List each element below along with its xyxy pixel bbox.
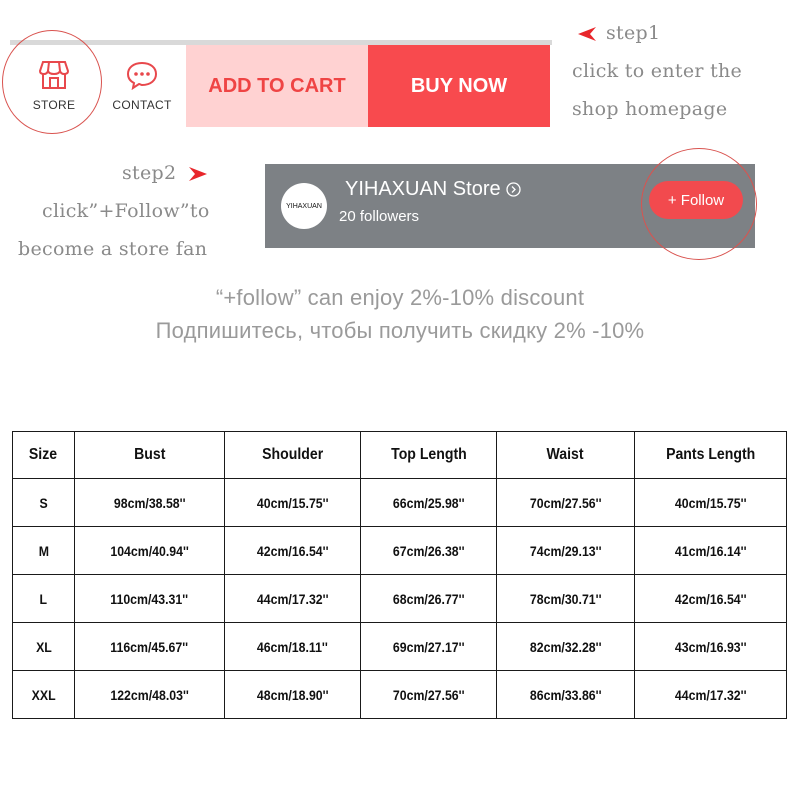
table-cell: 82cm/32.28'' (497, 623, 635, 671)
table-cell: 40cm/15.75'' (225, 479, 361, 527)
table-row (13, 575, 787, 623)
table-cell: 70cm/27.56'' (497, 479, 635, 527)
table-cell: 68cm/26.77'' (361, 575, 497, 623)
table-cell: 86cm/33.86'' (497, 671, 635, 719)
store-highlight-circle (2, 30, 102, 134)
promo-russian: Подпишитесь, чтобы получить скидку 2% -10% (155, 318, 645, 343)
contact-button[interactable] (98, 45, 186, 127)
table-cell: XL (13, 623, 75, 671)
size-chart-table (12, 431, 787, 719)
table-cell: 78cm/30.71'' (497, 575, 635, 623)
store-logo[interactable]: YIHAXUAN (281, 183, 327, 229)
table-cell: 74cm/29.13'' (497, 527, 635, 575)
buy-now-button[interactable]: BUY NOW (368, 45, 550, 127)
table-row (13, 671, 787, 719)
right-arrow-icon (188, 166, 208, 182)
table-cell: 46cm/18.11'' (225, 623, 361, 671)
table-cell: 43cm/16.93'' (635, 623, 787, 671)
follow-highlight-circle (641, 148, 757, 260)
table-cell: 70cm/27.56'' (361, 671, 497, 719)
store-name-link[interactable] (345, 178, 521, 201)
table-cell: 66cm/25.98'' (361, 479, 497, 527)
table-row (13, 527, 787, 575)
step2-line1: click”+Follow”to (42, 200, 210, 222)
table-cell: 48cm/18.90'' (225, 671, 361, 719)
table-cell: 41cm/16.14'' (635, 527, 787, 575)
header-top-length: Top Length (361, 432, 497, 479)
table-cell: 116cm/45.67'' (75, 623, 225, 671)
table-cell: 67cm/26.38'' (361, 527, 497, 575)
step2-line2: become a store fan (18, 238, 208, 260)
table-cell: 104cm/40.94'' (75, 527, 225, 575)
contact-button-label: CONTACT (112, 98, 172, 112)
table-cell: 44cm/17.32'' (635, 671, 787, 719)
header-shoulder: Shoulder (225, 432, 361, 479)
table-cell: S (13, 479, 75, 527)
chevron-right-circle-icon (506, 182, 521, 197)
step1-title: step1 (606, 22, 661, 44)
header-bust: Bust (75, 432, 225, 479)
chat-icon (125, 60, 159, 90)
step1-line1: click to enter the (572, 60, 743, 82)
table-cell: 42cm/16.54'' (635, 575, 787, 623)
store-button-label: STORE (32, 98, 76, 112)
store-followers: 20 followers (339, 208, 420, 225)
header-waist: Waist (497, 432, 635, 479)
table-cell: 122cm/48.03'' (75, 671, 225, 719)
add-to-cart-button[interactable]: ADD TO CART (186, 45, 368, 127)
table-cell: 42cm/16.54'' (225, 527, 361, 575)
left-arrow-icon (577, 26, 597, 42)
table-cell: 44cm/17.32'' (225, 575, 361, 623)
promo-english: “+follow” can enjoy 2%-10% discount (215, 285, 585, 310)
table-cell: XXL (13, 671, 75, 719)
follow-button[interactable]: + Follow (649, 181, 743, 219)
table-row (13, 479, 787, 527)
table-cell: 40cm/15.75'' (635, 479, 787, 527)
table-cell: 98cm/38.58'' (75, 479, 225, 527)
table-cell: L (13, 575, 75, 623)
table-cell: 110cm/43.31'' (75, 575, 225, 623)
header-size: Size (13, 432, 75, 479)
step2-title: step2 (122, 162, 177, 184)
step1-line2: shop homepage (572, 98, 728, 120)
store-name: YIHAXUAN Store (345, 178, 501, 200)
table-cell: 69cm/27.17'' (361, 623, 497, 671)
table-cell: M (13, 527, 75, 575)
table-header-row (13, 432, 787, 479)
table-row (13, 623, 787, 671)
header-pants-length: Pants Length (635, 432, 787, 479)
